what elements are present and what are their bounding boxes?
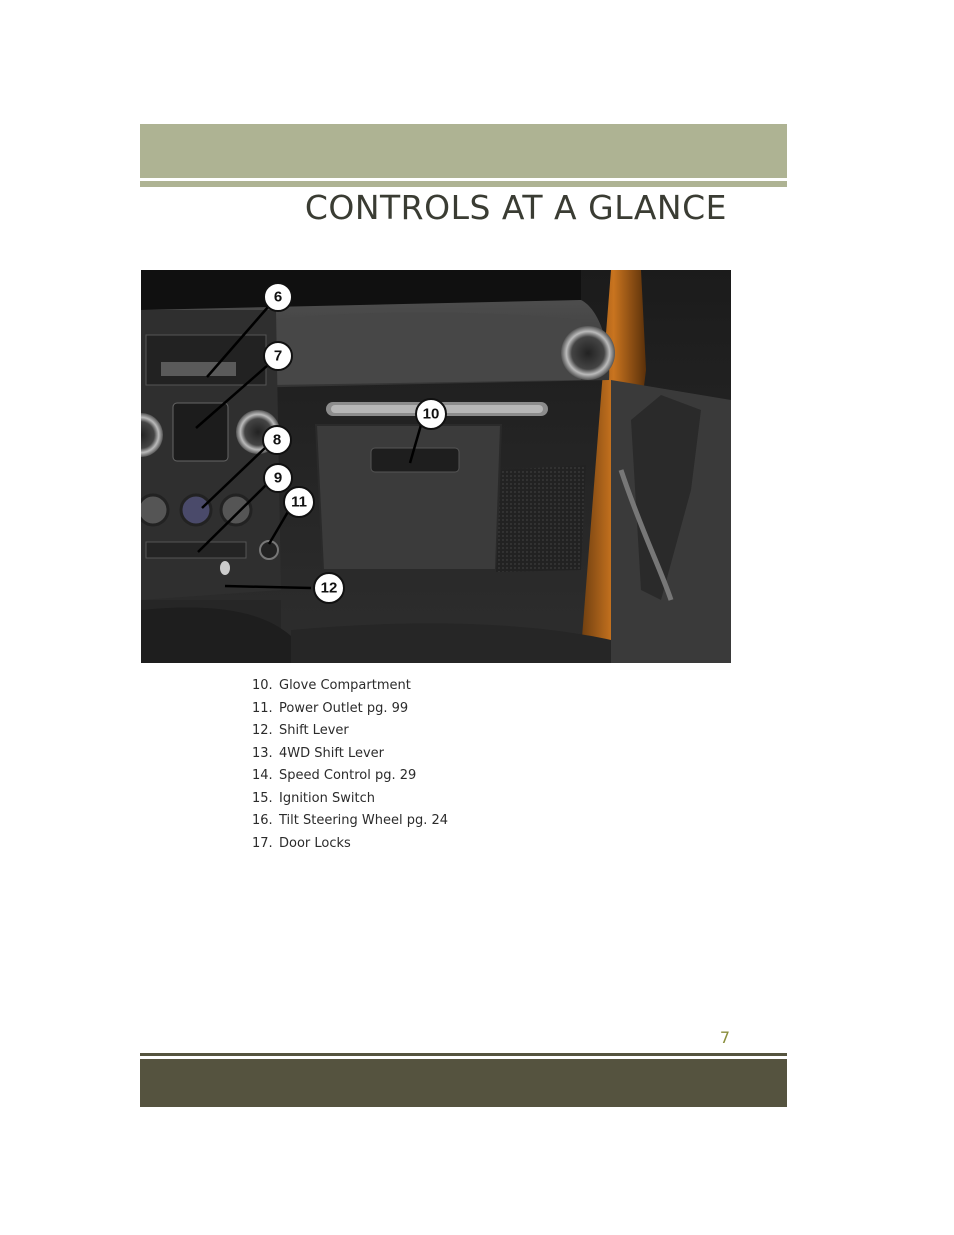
legend-text: Door Locks bbox=[279, 835, 351, 851]
legend-item bbox=[252, 765, 672, 788]
callout-8 bbox=[263, 426, 291, 454]
header-band bbox=[140, 124, 787, 178]
legend-number: 14. bbox=[252, 768, 273, 783]
svg-text:8: 8 bbox=[272, 431, 282, 449]
callout-7 bbox=[264, 342, 292, 370]
callout-legend bbox=[252, 675, 672, 855]
legend-number: 15. bbox=[252, 790, 273, 806]
callout-12 bbox=[314, 573, 344, 603]
dashboard-photo bbox=[141, 270, 731, 663]
legend-item bbox=[252, 675, 672, 698]
svg-text:7: 7 bbox=[273, 347, 283, 365]
legend-item bbox=[252, 833, 672, 856]
footer-band bbox=[140, 1059, 787, 1107]
page-number: 7 bbox=[719, 1028, 730, 1047]
legend-text: Shift Lever bbox=[279, 723, 349, 738]
legend-text: Tilt Steering Wheel pg. 24 bbox=[279, 813, 449, 828]
legend-number: 11. bbox=[252, 700, 273, 716]
legend-number: 10. bbox=[252, 678, 273, 693]
callout-11 bbox=[284, 487, 314, 517]
legend-text: Speed Control pg. 29 bbox=[279, 768, 417, 783]
legend-item bbox=[252, 698, 672, 721]
header-stripe bbox=[140, 181, 787, 187]
svg-text:12: 12 bbox=[320, 579, 338, 597]
callout-10 bbox=[416, 399, 446, 429]
svg-text:9: 9 bbox=[273, 469, 283, 487]
footer-line bbox=[140, 1053, 787, 1056]
legend-text: Ignition Switch bbox=[279, 790, 375, 806]
legend-number: 12. bbox=[252, 723, 273, 738]
legend-item bbox=[252, 720, 672, 743]
callout-6 bbox=[264, 283, 292, 311]
legend-text: Glove Compartment bbox=[279, 678, 411, 693]
legend-number: 13. bbox=[252, 745, 273, 761]
legend-item bbox=[252, 743, 672, 766]
legend-number: 17. bbox=[252, 835, 273, 851]
legend-number: 16. bbox=[252, 813, 273, 828]
legend-item bbox=[252, 810, 672, 833]
svg-text:11: 11 bbox=[291, 493, 307, 511]
legend-item bbox=[252, 788, 672, 811]
svg-text:10: 10 bbox=[422, 405, 440, 423]
legend-text: 4WD Shift Lever bbox=[279, 745, 384, 761]
page-title: CONTROLS AT A GLANCE bbox=[304, 188, 727, 227]
legend-text: Power Outlet pg. 99 bbox=[279, 700, 409, 716]
callout-9 bbox=[264, 464, 292, 492]
svg-text:6: 6 bbox=[273, 288, 283, 306]
